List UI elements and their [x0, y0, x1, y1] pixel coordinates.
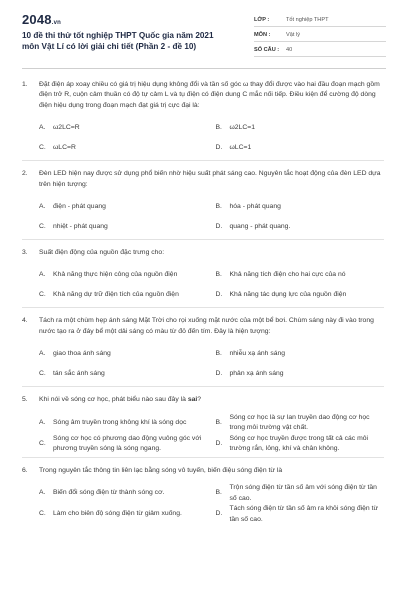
question-divider: [22, 239, 384, 240]
question-number: 6.: [22, 466, 28, 474]
question-text: Đặt điện áp xoay chiều có giá trị hiệu dụng không đổi và tần số góc ω thay đổi được vào hai đầu đoạn mạch gồm điện trở R, cuộn cảm thuần có độ tự cảm L và tụ điện có điện dung C mắc nối tiếp. Điều kiện để cường độ dòng điện hiệu dụng trong đoạn mạch đạt giá trị cực đại là:: [39, 81, 380, 109]
meta-value: 40: [286, 46, 293, 53]
question-divider: [22, 160, 384, 161]
question-stem: [22, 80, 384, 111]
option-d[interactable]: D. Khả năng tác dụng lực của nguồn điện: [215, 291, 347, 299]
meta-row-subject: [254, 28, 386, 42]
option-b[interactable]: B. hóa - phát quang: [215, 202, 281, 210]
question-1: [22, 80, 384, 161]
option-d[interactable]: D. Tách sóng điện từ tần số âm ra khỏi sóng điện từ tần số cao.: [215, 505, 379, 523]
question-text: Trong nguyên tắc thông tin liên lạc bằng sóng vô tuyến, biến điệu sóng điện từ là: [39, 466, 283, 474]
option-d[interactable]: D. Sóng cơ học truyền được trong tất cả các môi trường rắn, lỏng, khí và chân không.: [215, 434, 369, 453]
question-stem: [22, 466, 384, 476]
meta-value: Tốt nghiệp THPT: [286, 16, 329, 23]
option-list: [22, 265, 384, 305]
question-text: Tách ra một chùm hẹp ánh sáng Mặt Trời cho rọi xuống mặt nước của một bể bơi. Chùm sáng này đi vào trong nước tạo ra ở đáy bể một dải sáng có màu từ đỏ đến tím. Đây là hiện tượng:: [39, 317, 374, 335]
question-number: 2.: [22, 170, 28, 178]
question-stem: [22, 395, 384, 405]
meta-row-count: [254, 43, 386, 57]
meta-info: [254, 13, 386, 58]
question-text: Đèn LED hiện nay được sử dụng phổ biến nhờ hiệu suất phát sáng cao. Nguyên tắc hoạt động của đèn LED dựa trên hiện tượng:: [39, 170, 381, 188]
option-b[interactable]: B. nhiễu xạ ánh sáng: [215, 350, 286, 358]
option-list: [22, 118, 384, 158]
option-d[interactable]: D. ωLC=1: [215, 144, 252, 152]
meta-row-class: [254, 13, 386, 27]
question-number: 3.: [22, 249, 28, 257]
option-c[interactable]: C. Sóng cơ học có phương dao động vuông góc với phương truyền sóng là sóng ngang.: [39, 434, 202, 453]
option-list: [22, 344, 384, 384]
question-number: 4.: [22, 317, 28, 325]
option-a[interactable]: A. điện - phát quang: [39, 202, 106, 210]
question-5: [22, 395, 384, 457]
question-divider: [22, 307, 384, 308]
option-d[interactable]: D. phản xạ ánh sáng: [215, 370, 284, 378]
question-2: [22, 169, 384, 240]
option-c[interactable]: C. nhiệt - phát quang: [39, 222, 108, 230]
option-a[interactable]: A. Biến đổi sóng điện từ thành sóng cơ.: [39, 489, 165, 497]
question-divider: [22, 386, 384, 387]
option-b[interactable]: B. Sóng cơ học là sự lan truyền dao động cơ học trong môi trường vật chất.: [215, 413, 370, 432]
question-text: Khi nói về sóng cơ học, phát biểu nào sau đây là sai?: [39, 396, 202, 404]
option-c[interactable]: C. Khả năng dự trữ điện tích của nguồn điện: [39, 291, 179, 299]
page-header: [0, 0, 400, 66]
option-c[interactable]: C. ωLC=R: [39, 144, 76, 152]
header-divider: [22, 68, 386, 69]
option-c[interactable]: C. tán sắc ánh sáng: [39, 370, 105, 378]
emphasis-word: sai: [187, 396, 198, 404]
option-a[interactable]: A. giao thoa ánh sáng: [39, 350, 111, 358]
question-stem: [22, 169, 384, 190]
option-b[interactable]: B. ω2LC=1: [215, 124, 256, 132]
site-logo[interactable]: 2048.vn: [22, 12, 62, 27]
option-list: [22, 197, 384, 237]
question-stem: [22, 248, 384, 258]
option-a[interactable]: A. Khả năng thực hiện công của nguồn điện: [39, 271, 178, 279]
option-a[interactable]: A. Sóng âm truyền trong không khí là sóng dọc: [39, 418, 187, 426]
question-4: [22, 316, 384, 387]
question-number: 1.: [22, 81, 28, 88]
question-stem: [22, 316, 384, 337]
option-list: [22, 483, 384, 525]
question-divider: [22, 457, 384, 458]
question-list: [22, 80, 384, 525]
option-c[interactable]: C. Làm cho biên độ sóng điện từ giảm xuống.: [39, 510, 182, 518]
question-6: [22, 466, 384, 525]
question-text: Suất điện động của nguồn đặc trưng cho:: [39, 249, 165, 257]
option-list: [22, 413, 384, 455]
option-a[interactable]: A. ω2LC=R: [39, 124, 80, 132]
option-b[interactable]: B. Khả năng tích điện cho hai cực của nó: [215, 271, 346, 279]
meta-label: LỚP :: [254, 16, 270, 23]
option-b[interactable]: B. Trộn sóng điện từ tần số âm với sóng điện từ tần số cao.: [215, 484, 377, 502]
document-title: 10 đề thi thử tốt nghiệp THPT Quốc gia năm 2021 môn Vật Lí có lời giải chi tiết (Phần 2 - đề 10): [22, 31, 214, 51]
question-3: [22, 248, 384, 308]
option-d[interactable]: D. quang - phát quang.: [215, 222, 291, 230]
question-number: 5.: [22, 396, 28, 404]
meta-label: MÔN :: [254, 31, 271, 38]
meta-label: SỐ CÂU :: [254, 46, 280, 53]
meta-value: Vật lý: [286, 31, 300, 38]
